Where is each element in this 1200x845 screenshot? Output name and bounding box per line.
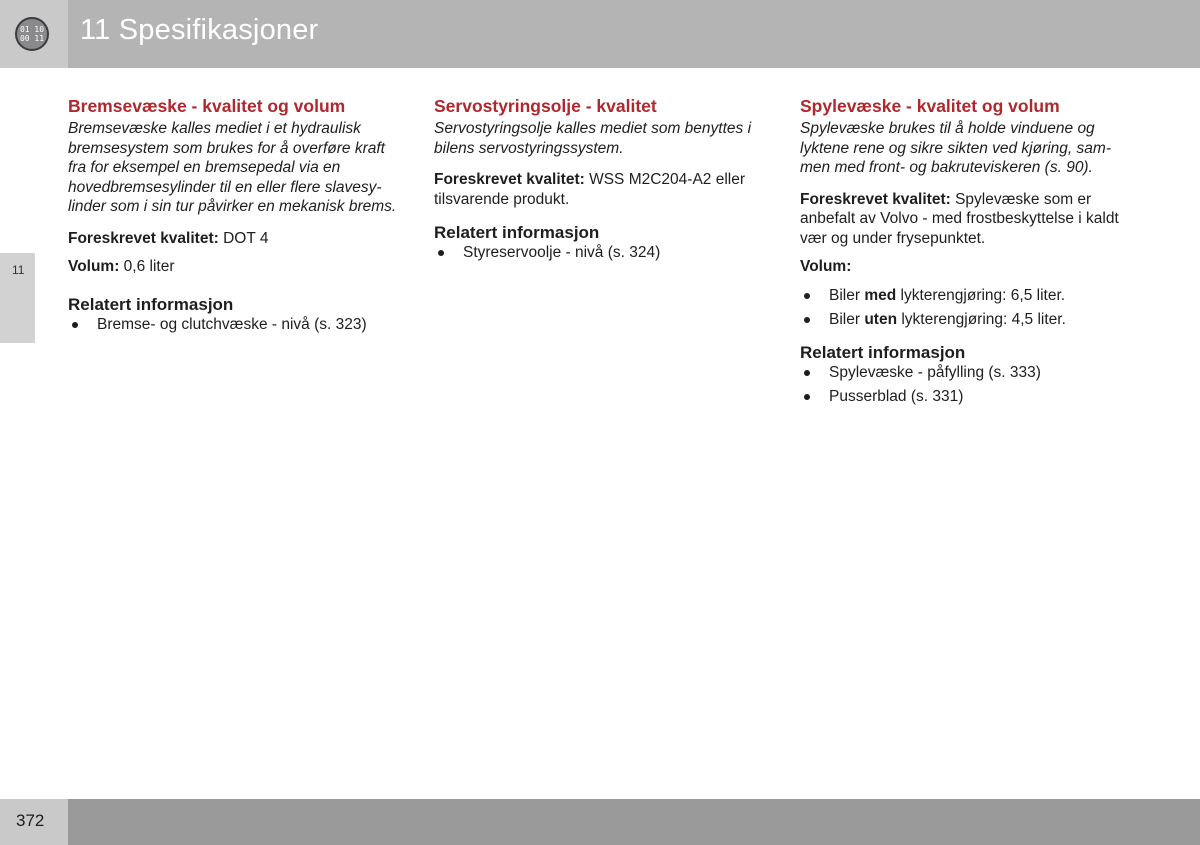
related-link[interactable]: Pusserblad (s. 331) [800, 387, 1130, 407]
chapter-icon-row-1: 01 10 [19, 25, 45, 34]
section-washer-fluid [800, 95, 1130, 412]
volume-label: Volum: [800, 258, 852, 275]
related-link[interactable]: Bremse- og clutchvæske - nivå (s. 323) [68, 315, 403, 335]
section-power-steering-oil [434, 95, 774, 268]
volume-value: 0,6 liter [119, 258, 175, 275]
related-title: Relatert informasjon [434, 223, 600, 242]
quality-value: Spylevæske som er anbefalt av Volvo - med frostbeskyttelse i kaldt vær og under frysepunktet. [800, 190, 1119, 247]
volume-line [68, 257, 403, 277]
section-intro: Bremsevæske kalles mediet i et hydraulisk bremsesystem som brukes for å overføre kraft fra for eksempel en bremsepedal via en hovedbremsesylinder til en eller flere slavesy-linder som i sin tur påvirker en mekanisk brems. [68, 120, 397, 215]
volume-item-post: lykterengjøring: 6,5 liter. [896, 286, 1066, 304]
section-intro: Spylevæske brukes til å holde vinduene og lyktene rene og sikre sikten ved kjøring, sam-men med front- og bakruteviskeren (s. 90). [800, 120, 1111, 176]
volume-item [800, 286, 1130, 306]
related-list [68, 315, 403, 335]
volume-item-bold: uten [864, 311, 898, 328]
section-intro: Servostyringsolje kalles mediet som benyttes i bilens servostyringssystem. [434, 120, 752, 157]
related-link[interactable]: Styreservoolje - nivå (s. 324) [434, 243, 774, 263]
volume-label: Volum: [68, 258, 120, 275]
section-title: Bremsevæske - kvalitet og volum [68, 96, 346, 116]
quality-label: Foreskrevet kvalitet: [800, 190, 951, 208]
related-link[interactable]: Spylevæske - påfylling (s. 333) [800, 363, 1130, 383]
quality-value: WSS M2C204-A2 eller tilsvarende produkt. [434, 171, 746, 208]
volume-heading [800, 257, 1130, 277]
chapter-side-tab-label: 11 [12, 263, 25, 277]
quality-line [434, 170, 774, 209]
related-list [800, 363, 1130, 407]
volume-item [800, 310, 1130, 330]
volume-item-pre: Biler [829, 311, 865, 328]
quality-label: Foreskrevet kvalitet: [68, 229, 219, 247]
quality-value: DOT 4 [218, 229, 269, 247]
section-brake-fluid [68, 95, 403, 339]
quality-line [800, 190, 1130, 249]
volume-item-bold: med [864, 286, 897, 304]
section-title: Spylevæske - kvalitet og volum [800, 96, 1060, 116]
page-title: 11 Spesifikasjoner [80, 14, 319, 46]
volume-item-pre: Biler [829, 286, 865, 304]
chapter-icon-row-2: 00 11 [19, 34, 45, 43]
related-title: Relatert informasjon [68, 294, 234, 314]
page-number: 372 [16, 811, 45, 830]
related-title: Relatert informasjon [800, 342, 966, 362]
page-footer [0, 799, 1200, 845]
volume-item-post: lykterengjøring: 4,5 liter. [897, 311, 1066, 328]
quality-label: Foreskrevet kvalitet: [434, 171, 585, 188]
related-list [434, 243, 774, 263]
volume-list [800, 286, 1130, 330]
section-title: Servostyringsolje - kvalitet [434, 96, 657, 116]
chapter-binary-icon [15, 17, 49, 51]
quality-line [68, 229, 403, 249]
